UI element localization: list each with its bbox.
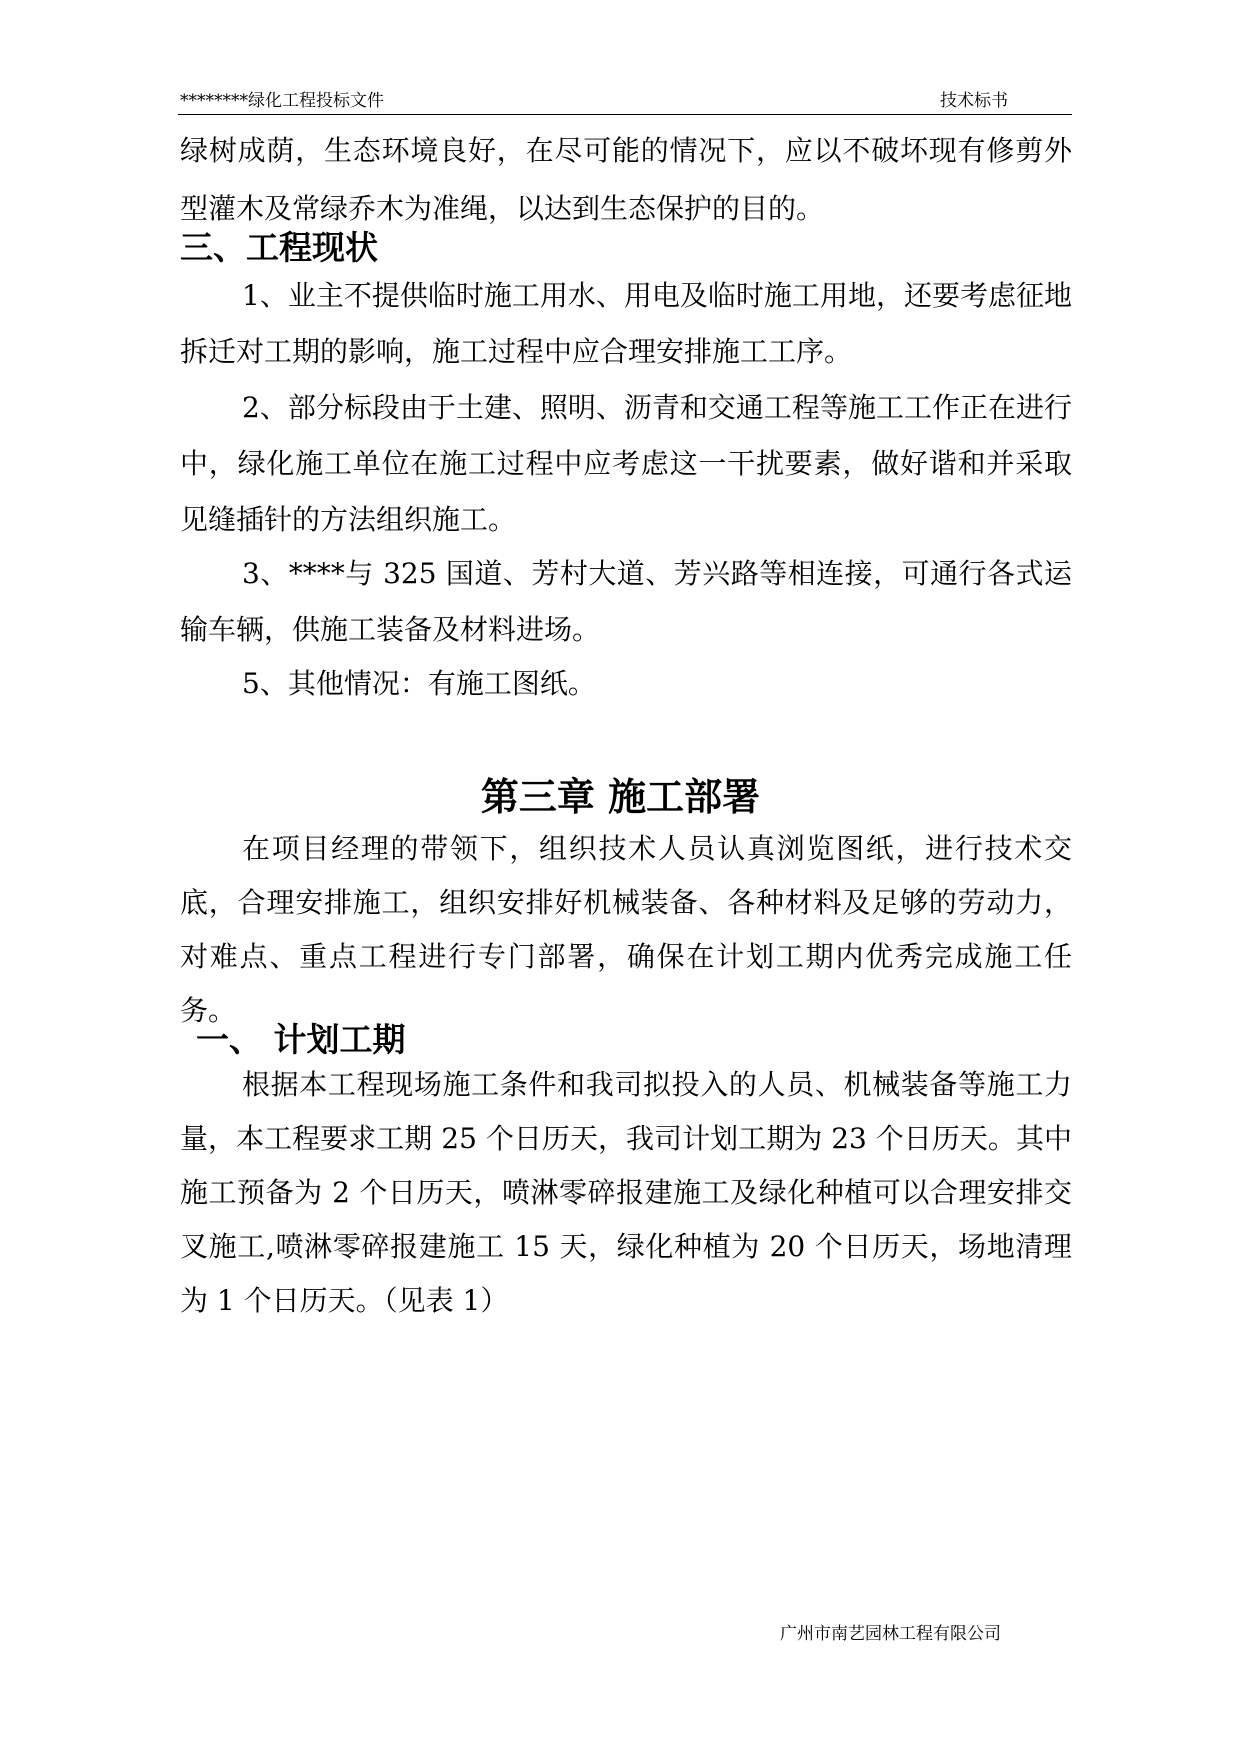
section-three-item-3: 3、****与 325 国道、芳村大道、芳兴路等相连接，可通行各式运输车辆，供施工装备及材料进场。 (180, 557, 1072, 646)
section-three-item-5: 5、其他情况：有施工图纸。 (242, 667, 596, 700)
section-one-heading: 一、 计划工期 (196, 1020, 406, 1059)
page-footer-company: 广州市南艺园林工程有限公司 (780, 1624, 1001, 1644)
header-document-title: ********绿化工程投标文件 (180, 91, 384, 111)
chapter-three-title: 第三章 施工部署 (480, 775, 761, 819)
intro-continuation-paragraph: 绿树成荫，生态环境良好，在尽可能的情况下，应以不破坏现有修剪外型灌木及常绿乔木为准绳，以达到生态保护的目的。 (180, 134, 1072, 225)
chapter-three-intro: 在项目经理的带领下，组织技术人员认真浏览图纸，进行技术交底，合理安排施工，组织安排好机械装备、各种材料及足够的劳动力，对难点、重点工程进行专门部署，确保在计划工期内优秀完成施工任务。 (180, 832, 1072, 1027)
section-three-item-1: 1、业主不提供临时施工用水、用电及临时施工用地，还要考虑征地拆迁对工期的影响，施工过程中应合理安排施工工序。 (180, 279, 1072, 368)
section-three-heading: 三、工程现状 (180, 228, 378, 267)
section-three-item-2: 2、部分标段由于土建、照明、沥青和交通工程等施工工作正在进行中，绿化施工单位在施工过程中应考虑这一干扰要素，做好谐和并采取见缝插针的方法组织施工。 (180, 391, 1072, 536)
header-document-type: 技术标书 (940, 91, 1008, 111)
page-header (178, 86, 1072, 115)
section-one-schedule-paragraph: 根据本工程现场施工条件和我司拟投入的人员、机械装备等施工力量，本工程要求工期 25 个日历天，我司计划工期为 23 个日历天。其中施工预备为 2 个日历天，喷淋零碎报建施工及绿化种植可以合理安排交叉施工,喷淋零碎报建施工 15 天，绿化种植为 20 个日历天，场地清理为 1 个日历天。（见表 1） (180, 1068, 1072, 1317)
